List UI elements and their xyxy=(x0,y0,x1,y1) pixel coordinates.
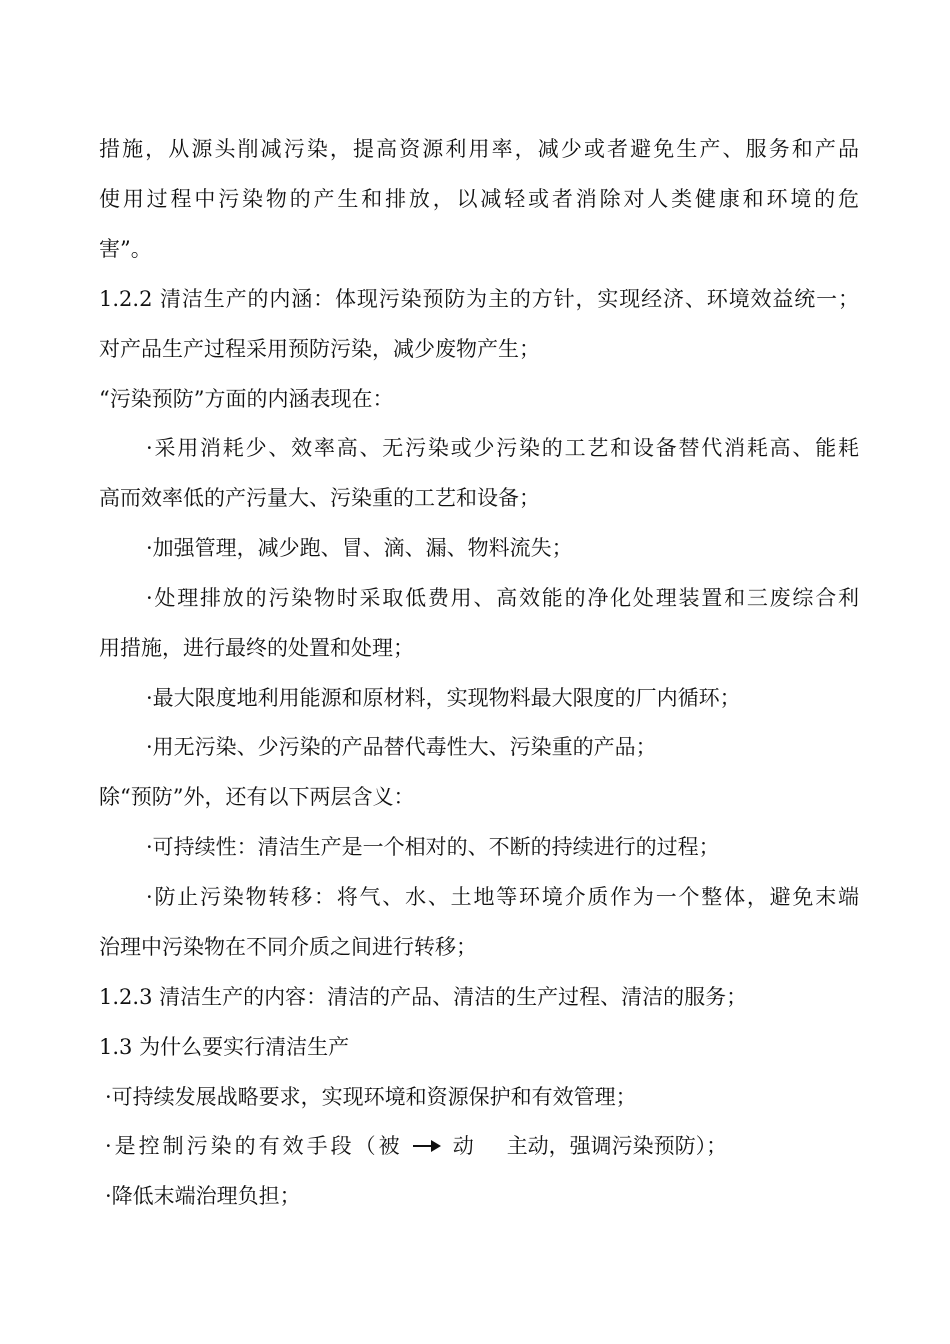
bullet-item: ·降低末端治理负担； xyxy=(105,1184,301,1208)
paragraph-line: 措施，从源头削减污染，提高资源利用率，减少或者避免生产、服务和产品 xyxy=(99,137,859,161)
paragraph-line: 除“预防”外，还有以下两层含义： xyxy=(99,785,415,809)
bullet-item: ·最大限度地利用能源和原材料，实现物料最大限度的厂内循环； xyxy=(146,686,741,710)
bullet-item: ·可持续性：清洁生产是一个相对的、不断的持续进行的过程； xyxy=(146,835,720,859)
bullet-item: ·采用消耗少、效率高、无污染或少污染的工艺和设备替代消耗高、能耗 xyxy=(146,436,859,460)
arrow-line-rest: 主动，强调污染预防）； xyxy=(506,1134,728,1158)
arrow-line-before: ·是控制污染的有效手段（被 xyxy=(105,1134,403,1158)
arrow-right-icon xyxy=(411,1131,447,1161)
bullet-item: ·用无污染、少污染的产品替代毒性大、污染重的产品； xyxy=(146,735,657,759)
bullet-item: ·可持续发展战略要求，实现环境和资源保护和有效管理； xyxy=(105,1085,637,1109)
paragraph-line: 害”。 xyxy=(99,237,152,261)
paragraph-line: “污染预防”方面的内涵表现在： xyxy=(99,387,394,411)
paragraph-line: 高而效率低的产污量大、污染重的工艺和设备； xyxy=(99,486,540,510)
arrow-line-after: 动 xyxy=(452,1134,477,1158)
paragraph-line: 使用过程中污染物的产生和排放，以减轻或者消除对人类健康和环境的危 xyxy=(99,187,859,211)
bullet-item: ·防止污染物转移：将气、水、土地等环境介质作为一个整体，避免末端 xyxy=(146,885,859,909)
paragraph-line: 对产品生产过程采用预防污染，减少废物产生； xyxy=(99,337,540,361)
bullet-item-arrow xyxy=(105,1131,859,1161)
section-heading-1-2-2: 1.2.2 清洁生产的内涵：体现污染预防为主的方针，实现经济、环境效益统一； xyxy=(99,287,859,311)
bullet-item: ·加强管理，减少跑、冒、滴、漏、物料流失； xyxy=(146,536,573,560)
section-heading-1-2-3: 1.2.3 清洁生产的内容：清洁的产品、清洁的生产过程、清洁的服务； xyxy=(99,985,748,1009)
section-heading-1-3: 1.3 为什么要实行清洁生产 xyxy=(99,1035,350,1059)
paragraph-line: 治理中污染物在不同介质之间进行转移； xyxy=(99,935,477,959)
paragraph-line: 用措施，进行最终的处置和处理； xyxy=(99,636,414,660)
bullet-item: ·处理排放的污染物时采取低费用、高效能的净化处理装置和三废综合利 xyxy=(146,586,859,610)
